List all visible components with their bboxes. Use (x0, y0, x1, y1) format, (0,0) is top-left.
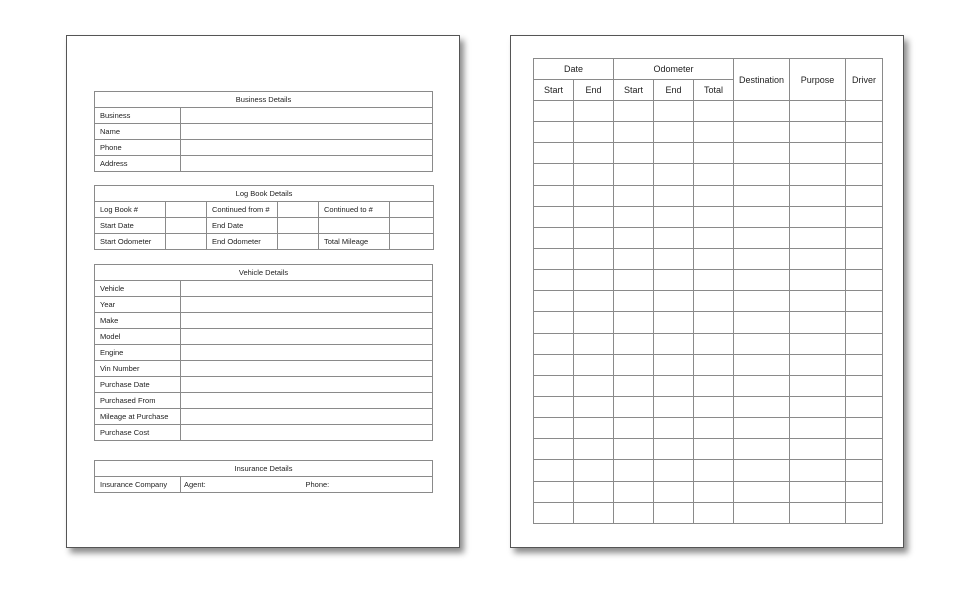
purpose-column-header: Purpose (790, 59, 846, 101)
log-cell (846, 481, 883, 502)
log-cell (614, 333, 654, 354)
log-cell (654, 227, 694, 248)
log-cell (574, 143, 614, 164)
log-row (534, 143, 883, 164)
log-cell (734, 206, 790, 227)
log-row (534, 502, 883, 523)
log-cell (846, 122, 883, 143)
log-row (534, 291, 883, 312)
log-cell (694, 418, 734, 439)
log-cell (614, 396, 654, 417)
log-cell (614, 481, 654, 502)
field-value (181, 409, 433, 425)
log-cell (694, 248, 734, 269)
log-cell (790, 312, 846, 333)
log-cell (790, 143, 846, 164)
log-cell (694, 354, 734, 375)
log-cell (694, 206, 734, 227)
log-cell (614, 248, 654, 269)
log-cell (734, 122, 790, 143)
field-label: Purchased From (95, 393, 181, 409)
field-value (166, 218, 207, 234)
field-value (181, 124, 433, 140)
log-cell (534, 122, 574, 143)
field-value (278, 234, 319, 250)
field-value (181, 425, 433, 441)
log-cell (694, 164, 734, 185)
form-row (95, 329, 433, 345)
log-cell (614, 312, 654, 333)
log-cell (734, 248, 790, 269)
form-row (95, 234, 434, 250)
field-label: Log Book # (95, 202, 166, 218)
log-cell (574, 333, 614, 354)
log-cell (790, 122, 846, 143)
log-cell (574, 291, 614, 312)
log-cell (654, 481, 694, 502)
log-cell (654, 354, 694, 375)
log-row (534, 439, 883, 460)
form-row (95, 377, 433, 393)
log-cell (846, 227, 883, 248)
log-cell (614, 418, 654, 439)
log-cell (574, 354, 614, 375)
field-value (181, 313, 433, 329)
log-cell (534, 460, 574, 481)
field-label: Continued from # (207, 202, 278, 218)
field-label: Start Odometer (95, 234, 166, 250)
log-cell (734, 164, 790, 185)
log-cell (846, 270, 883, 291)
phone-label: Phone: (301, 477, 433, 493)
log-cell (694, 502, 734, 523)
log-cell (614, 502, 654, 523)
log-cell (846, 418, 883, 439)
field-label: Mileage at Purchase (95, 409, 181, 425)
form-row (95, 361, 433, 377)
log-cell (614, 101, 654, 122)
log-cell (790, 418, 846, 439)
log-cell (694, 312, 734, 333)
log-cell (846, 248, 883, 269)
field-value (166, 202, 207, 218)
log-cell (734, 375, 790, 396)
log-cell (574, 270, 614, 291)
log-row (534, 122, 883, 143)
business-details-heading: Business Details (95, 92, 433, 108)
field-label (319, 218, 390, 234)
odometer-column-header: Odometer (614, 59, 734, 80)
log-cell (790, 270, 846, 291)
field-value (181, 361, 433, 377)
log-cell (846, 354, 883, 375)
log-cell (534, 312, 574, 333)
field-value (390, 218, 434, 234)
mileage-log-page (510, 35, 904, 548)
log-cell (734, 185, 790, 206)
field-label: Business (95, 108, 181, 124)
field-value (278, 218, 319, 234)
log-cell (734, 101, 790, 122)
log-row (534, 460, 883, 481)
log-cell (734, 502, 790, 523)
destination-column-header: Destination (734, 59, 790, 101)
odometer-total-header: Total (694, 80, 734, 101)
log-cell (534, 396, 574, 417)
log-cell (574, 502, 614, 523)
log-cell (534, 270, 574, 291)
log-cell (790, 439, 846, 460)
log-cell (654, 439, 694, 460)
log-cell (574, 375, 614, 396)
form-row (95, 393, 433, 409)
log-cell (574, 312, 614, 333)
log-cell (694, 185, 734, 206)
vehicle-details-table (94, 264, 433, 441)
form-row (95, 124, 433, 140)
log-cell (574, 164, 614, 185)
log-cell (534, 291, 574, 312)
log-cell (654, 248, 694, 269)
log-cell (846, 291, 883, 312)
log-cell (846, 143, 883, 164)
log-cell (790, 502, 846, 523)
log-cell (614, 460, 654, 481)
form-row (95, 425, 433, 441)
log-cell (574, 460, 614, 481)
log-book-details-heading: Log Book Details (95, 186, 434, 202)
log-cell (694, 101, 734, 122)
form-row (95, 345, 433, 361)
log-cell (790, 206, 846, 227)
field-label: Address (95, 156, 181, 172)
log-cell (614, 185, 654, 206)
field-label: Name (95, 124, 181, 140)
log-cell (654, 164, 694, 185)
log-cell (534, 375, 574, 396)
log-cell (614, 227, 654, 248)
field-label: End Date (207, 218, 278, 234)
field-value (181, 281, 433, 297)
log-cell (846, 101, 883, 122)
log-cell (574, 122, 614, 143)
log-cell (534, 164, 574, 185)
log-cell (654, 333, 694, 354)
business-details-table (94, 91, 433, 172)
log-row (534, 396, 883, 417)
log-cell (734, 354, 790, 375)
log-cell (734, 143, 790, 164)
log-cell (846, 396, 883, 417)
form-row (95, 140, 433, 156)
log-cell (846, 206, 883, 227)
log-cell (654, 143, 694, 164)
insurance-details-heading: Insurance Details (95, 461, 433, 477)
driver-column-header: Driver (846, 59, 883, 101)
log-cell (574, 227, 614, 248)
insurance-company-label: Insurance Company (95, 477, 181, 493)
log-cell (614, 291, 654, 312)
log-cell (846, 164, 883, 185)
log-cell (694, 481, 734, 502)
log-cell (534, 439, 574, 460)
log-cell (654, 206, 694, 227)
log-cell (694, 333, 734, 354)
field-label: Model (95, 329, 181, 345)
log-cell (734, 227, 790, 248)
log-cell (790, 460, 846, 481)
log-cell (534, 481, 574, 502)
field-value (166, 234, 207, 250)
field-label: Engine (95, 345, 181, 361)
field-label: End Odometer (207, 234, 278, 250)
date-start-header: Start (534, 80, 574, 101)
log-row (534, 185, 883, 206)
field-value (181, 393, 433, 409)
log-cell (654, 270, 694, 291)
log-cell (790, 101, 846, 122)
log-cell (574, 185, 614, 206)
log-cell (734, 460, 790, 481)
log-row (534, 101, 883, 122)
form-row (95, 313, 433, 329)
log-cell (654, 291, 694, 312)
log-cell (614, 143, 654, 164)
log-row (534, 333, 883, 354)
log-cell (734, 481, 790, 502)
log-row (534, 164, 883, 185)
log-row (534, 418, 883, 439)
field-value (181, 108, 433, 124)
field-label: Start Date (95, 218, 166, 234)
log-cell (790, 481, 846, 502)
log-row (534, 481, 883, 502)
log-cell (790, 164, 846, 185)
log-cell (574, 418, 614, 439)
log-cell (574, 101, 614, 122)
log-cell (574, 206, 614, 227)
log-cell (534, 101, 574, 122)
log-book-details-table (94, 185, 434, 250)
field-value (181, 377, 433, 393)
field-label: Purchase Cost (95, 425, 181, 441)
log-cell (790, 227, 846, 248)
log-cell (614, 122, 654, 143)
log-cell (614, 354, 654, 375)
field-value (181, 297, 433, 313)
log-cell (694, 439, 734, 460)
log-cell (734, 312, 790, 333)
log-cell (654, 375, 694, 396)
form-row (95, 218, 434, 234)
log-cell (574, 439, 614, 460)
log-cell (654, 460, 694, 481)
log-cell (846, 312, 883, 333)
log-row (534, 312, 883, 333)
log-cell (614, 164, 654, 185)
log-cell (534, 333, 574, 354)
log-cell (694, 460, 734, 481)
log-cell (694, 227, 734, 248)
log-cell (694, 375, 734, 396)
mileage-log-table (533, 58, 883, 524)
log-cell (790, 333, 846, 354)
field-label: Purchase Date (95, 377, 181, 393)
field-value (390, 202, 434, 218)
log-cell (734, 418, 790, 439)
log-cell (734, 333, 790, 354)
log-cell (790, 248, 846, 269)
log-cell (534, 227, 574, 248)
log-cell (534, 143, 574, 164)
log-cell (734, 396, 790, 417)
logbook-info-page (66, 35, 460, 548)
date-column-header: Date (534, 59, 614, 80)
log-row (534, 248, 883, 269)
insurance-details-table (94, 460, 433, 493)
form-row (95, 297, 433, 313)
field-value (390, 234, 434, 250)
log-cell (694, 291, 734, 312)
log-cell (734, 439, 790, 460)
form-row (95, 156, 433, 172)
log-cell (846, 333, 883, 354)
log-cell (694, 270, 734, 291)
field-label: Vin Number (95, 361, 181, 377)
field-label: Phone (95, 140, 181, 156)
log-cell (534, 185, 574, 206)
log-cell (574, 248, 614, 269)
log-cell (846, 185, 883, 206)
log-row (534, 206, 883, 227)
log-cell (694, 143, 734, 164)
log-cell (790, 185, 846, 206)
odometer-end-header: End (654, 80, 694, 101)
log-cell (734, 291, 790, 312)
log-cell (846, 502, 883, 523)
log-cell (654, 122, 694, 143)
form-row (95, 202, 434, 218)
log-cell (614, 375, 654, 396)
log-cell (734, 270, 790, 291)
field-value (278, 202, 319, 218)
log-cell (654, 312, 694, 333)
log-cell (574, 396, 614, 417)
log-cell (534, 502, 574, 523)
log-cell (654, 396, 694, 417)
log-cell (614, 270, 654, 291)
date-end-header: End (574, 80, 614, 101)
field-value (181, 345, 433, 361)
log-cell (846, 439, 883, 460)
mileage-log-body (534, 101, 883, 524)
form-row (95, 108, 433, 124)
field-value (181, 329, 433, 345)
form-row (95, 477, 433, 493)
form-row (95, 281, 433, 297)
log-cell (614, 439, 654, 460)
agent-label: Agent: (181, 477, 301, 493)
log-cell (790, 375, 846, 396)
log-cell (574, 481, 614, 502)
field-label: Vehicle (95, 281, 181, 297)
log-cell (534, 418, 574, 439)
log-row (534, 270, 883, 291)
log-cell (654, 101, 694, 122)
log-cell (790, 396, 846, 417)
log-cell (694, 122, 734, 143)
log-cell (846, 375, 883, 396)
field-label: Make (95, 313, 181, 329)
log-cell (846, 460, 883, 481)
log-cell (790, 354, 846, 375)
log-cell (614, 206, 654, 227)
log-cell (654, 185, 694, 206)
log-row (534, 227, 883, 248)
field-label: Total Mileage (319, 234, 390, 250)
log-cell (534, 206, 574, 227)
log-cell (654, 502, 694, 523)
form-row (95, 409, 433, 425)
field-label: Continued to # (319, 202, 390, 218)
vehicle-details-heading: Vehicle Details (95, 265, 433, 281)
field-value (181, 140, 433, 156)
log-row (534, 354, 883, 375)
odometer-start-header: Start (614, 80, 654, 101)
log-cell (534, 248, 574, 269)
log-cell (694, 396, 734, 417)
log-row (534, 375, 883, 396)
log-cell (534, 354, 574, 375)
field-value (181, 156, 433, 172)
field-label: Year (95, 297, 181, 313)
log-cell (654, 418, 694, 439)
log-cell (790, 291, 846, 312)
